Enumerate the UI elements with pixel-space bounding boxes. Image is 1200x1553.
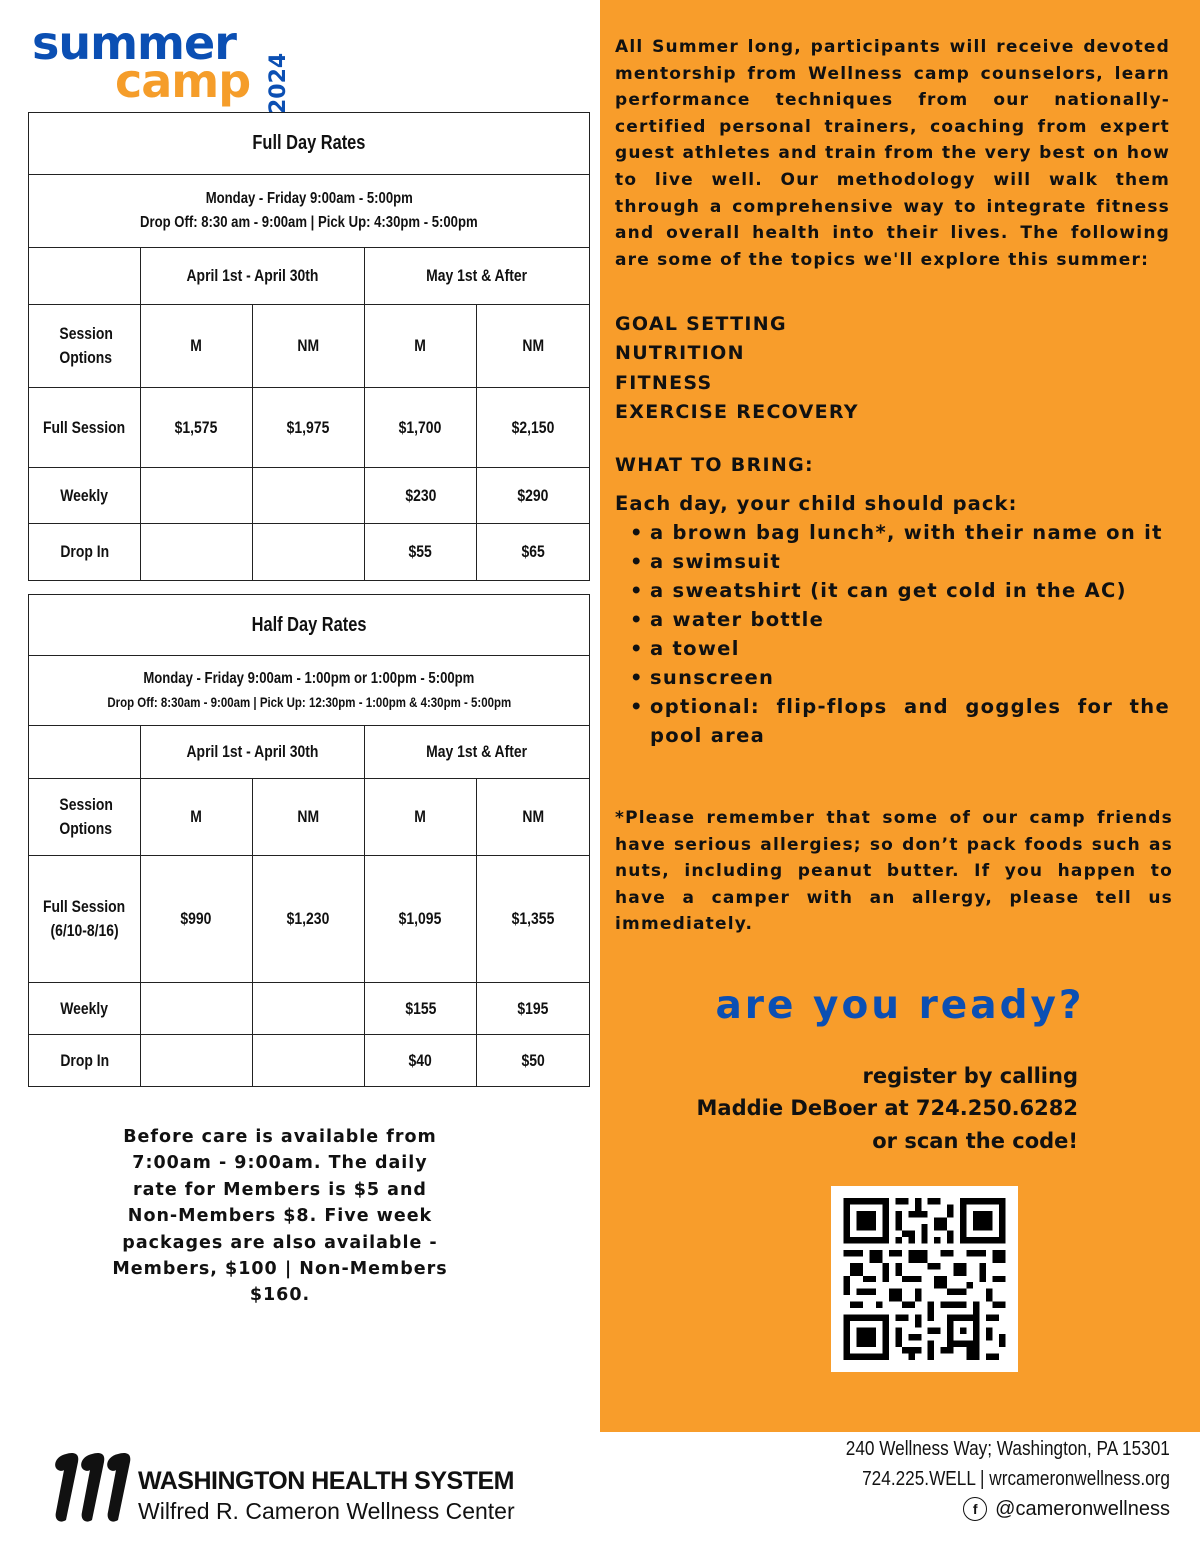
register-line: or scan the code!: [872, 1128, 1078, 1153]
price-cell: [140, 1035, 252, 1087]
topic-item: FITNESS: [615, 371, 713, 394]
row-label: Drop In: [29, 524, 141, 581]
social-handle: @cameronwellness: [995, 1498, 1170, 1520]
price-cell: $155: [364, 983, 477, 1035]
qr-code-icon[interactable]: [831, 1186, 1018, 1372]
table-row: [29, 856, 590, 983]
empty-header-cell: [29, 726, 141, 779]
schedule-info: [29, 656, 590, 726]
topic-item: EXERCISE RECOVERY: [615, 400, 859, 423]
registration-info: [620, 1060, 1078, 1157]
list-item: • a sweatshirt (it can get cold in the AC): [630, 576, 1170, 605]
brand-name: WASHINGTON HEALTH SYSTEM: [138, 1467, 514, 1495]
period-header: May 1st & After: [364, 726, 589, 779]
price-cell: $290: [477, 468, 590, 524]
topics-list: [615, 310, 859, 427]
allergy-note: *Please remember that some of our camp friends have serious allergies; so don’t pack foods such as nuts, including peanut butter. If you happen to have a camper with an allergy, please tell us immediately.: [615, 808, 1173, 934]
washington-health-system-logo-icon: [52, 1446, 136, 1524]
price-cell: $230: [364, 468, 477, 524]
price-cell: [252, 524, 364, 581]
price-cell: $195: [477, 983, 590, 1035]
period-header: April 1st - April 30th: [140, 726, 364, 779]
price-cell: $1,230: [252, 856, 364, 983]
price-cell: $55: [364, 524, 477, 581]
address: 240 Wellness Way; Washington, PA 15301: [845, 1438, 1170, 1460]
row-label: Drop In: [29, 1035, 141, 1087]
price-cell: $65: [477, 524, 590, 581]
row-label: Full Session (6/10-8/16): [29, 856, 141, 983]
register-line: register by calling: [862, 1064, 1078, 1088]
column-header: Session Options: [29, 779, 141, 856]
table-title: Full Day Rates: [29, 113, 590, 175]
table-title: Half Day Rates: [29, 595, 590, 656]
table-row: [29, 983, 590, 1035]
price-cell: [252, 983, 364, 1035]
table-row: [29, 524, 590, 581]
phone-website[interactable]: 724.225.WELL | wrcameronwellness.org: [862, 1468, 1170, 1490]
logo-word-summer: summer: [32, 16, 236, 70]
column-header: M: [364, 779, 477, 856]
packing-list: [630, 518, 1170, 750]
price-cell: $1,355: [477, 856, 590, 983]
column-header: NM: [477, 305, 590, 388]
price-cell: $2,150: [477, 388, 590, 468]
register-phone-line: Maddie DeBoer at 724.250.6282: [696, 1096, 1078, 1121]
row-label: Weekly: [29, 468, 141, 524]
summer-camp-logo: [32, 16, 302, 114]
list-item: • a swimsuit: [630, 547, 1170, 576]
price-cell: $1,700: [364, 388, 477, 468]
facebook-icon: f: [963, 1497, 987, 1521]
logo-year: 2024: [266, 52, 291, 114]
brand-subtitle: Wilfred R. Cameron Wellness Center: [138, 1498, 515, 1524]
list-item: • optional: flip-flops and goggles for the pool area: [630, 692, 1170, 750]
table-row: [29, 468, 590, 524]
column-header: M: [140, 779, 252, 856]
full-day-rates-table: [28, 112, 590, 581]
column-header: M: [140, 305, 252, 388]
qr-code-icon: [843, 1198, 1006, 1360]
list-item: • sunscreen: [630, 663, 1170, 692]
price-cell: [252, 468, 364, 524]
logo-word-camp: camp: [115, 54, 251, 108]
program-intro: All Summer long, participants will receive devoted mentorship from Wellness camp counselors, learn performance techniques from our nationally-certified personal trainers, coaching from expert guest athletes and train from the very best on how to live well. Our methodology will walk them through a comprehensive way to integrate fitness and overall health into their lives. The following are some of the topics we'll explore this summer:: [615, 37, 1170, 270]
price-cell: [140, 983, 252, 1035]
price-cell: [140, 468, 252, 524]
table-row: [29, 388, 590, 468]
price-cell: $1,975: [252, 388, 364, 468]
schedule-dropoff-pickup: Drop Off: 8:30am - 9:00am | Pick Up: 12:30pm - 1:00pm & 4:30pm - 5:00pm: [107, 693, 511, 710]
price-cell: [140, 524, 252, 581]
table-row: [29, 1035, 590, 1087]
row-sublabel: (6/10-8/16): [50, 921, 119, 940]
half-day-rates-table: [28, 594, 590, 1087]
schedule-dropoff-pickup: Drop Off: 8:30 am - 9:00am | Pick Up: 4:30pm - 5:00pm: [140, 214, 478, 231]
price-cell: $990: [140, 856, 252, 983]
price-cell: $1,575: [140, 388, 252, 468]
social-link[interactable]: [780, 1494, 1170, 1524]
schedule-hours: Monday - Friday 9:00am - 1:00pm or 1:00pm - 5:00pm: [143, 669, 475, 687]
list-item: • a towel: [630, 634, 1170, 663]
column-header: NM: [477, 779, 590, 856]
column-header: NM: [252, 779, 364, 856]
schedule-info: [29, 175, 590, 248]
column-header: M: [364, 305, 477, 388]
period-header: April 1st - April 30th: [140, 248, 364, 305]
list-item: • a brown bag lunch*, with their name on it: [630, 518, 1170, 547]
topic-item: GOAL SETTING: [615, 313, 787, 335]
what-to-bring-heading: WHAT TO BRING:: [615, 454, 814, 476]
what-to-bring-intro: Each day, your child should pack:: [615, 492, 1018, 515]
topic-item: NUTRITION: [615, 342, 745, 365]
column-header: NM: [252, 305, 364, 388]
cta-heading: are you ready?: [715, 983, 1085, 1028]
price-cell: [252, 1035, 364, 1087]
price-cell: $50: [477, 1035, 590, 1087]
schedule-hours: Monday - Friday 9:00am - 5:00pm: [205, 190, 413, 207]
period-header: May 1st & After: [364, 248, 589, 305]
before-care-note: Before care is available from 7:00am - 9:00am. The daily rate for Members is $5 and Non-Members $8. Five week packages are also available - Members, $100 | Non-Members $160.: [112, 1127, 448, 1306]
list-item: • a water bottle: [630, 605, 1170, 634]
empty-header-cell: [29, 248, 141, 305]
price-cell: $1,095: [364, 856, 477, 983]
row-label: Weekly: [29, 983, 141, 1035]
row-label: Full Session: [29, 388, 141, 468]
column-header: Session Options: [29, 305, 141, 388]
price-cell: $40: [364, 1035, 477, 1087]
contact-info: [780, 1434, 1170, 1524]
